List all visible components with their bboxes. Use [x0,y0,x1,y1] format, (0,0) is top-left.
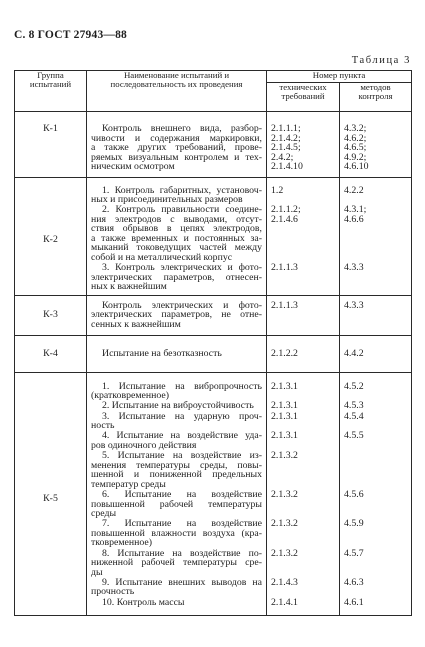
tech-requirement-clause [267,489,340,518]
tech-requirement-clause [267,295,340,336]
method-clause-value: 4.5.5 [344,430,364,442]
method-clause-value: 4.6.10 [344,161,369,172]
method-clause-value: 4.5.4 [344,410,364,422]
test-name-cell [87,372,267,401]
test-name-line: сенных к важнейшим [91,318,181,330]
tech-requirement-clause [267,372,340,401]
method-clause-value: 4.6.5; [344,142,367,153]
test-name-cell [87,411,267,431]
test-method-clause [340,450,412,489]
tech-clause-value: 2.1.3.2 [271,450,298,462]
test-method-clause [340,519,412,548]
tech-clause-value: 2.1.4.1 [271,596,298,608]
test-name-line: прочность [91,586,135,598]
tech-clause-value: 2.1.1.3 [271,262,298,274]
test-group [15,112,412,178]
test-name-line: ниженной рабочей температуры сре- [91,557,262,569]
method-clause-value: 4.6.6 [344,213,364,225]
tech-requirement-clause [267,450,340,489]
test-name-line: (кратковременное) [91,390,169,402]
test-method-clause [340,295,412,336]
column-header-method [340,83,412,112]
tech-requirement-clause [267,336,340,373]
test-name-line: повышенной рабочей температуры [91,498,262,510]
test-group [15,372,412,616]
tech-clause-value: 2.1.3.2 [271,489,298,501]
test-name-line: шенной и пониженной предельных [91,469,262,481]
method-clause-value: 4.3.3 [344,299,364,311]
test-name-line: чивости и содержания маркировки, [91,132,262,144]
test-name-cell [87,112,267,178]
test-name-line: повышенной влажности воздуха (кра- [91,527,262,539]
header-row [15,71,412,83]
test-table [14,70,412,616]
test-name-line: а также других требований, прове- [91,142,262,153]
test-method-clause [340,597,412,616]
test-name-cell [87,401,267,411]
test-name-line: среды [91,508,117,520]
test-name-cell [87,336,267,373]
method-clause-value: 4.5.3 [344,400,364,412]
method-clause-value: 4.5.9 [344,518,364,530]
tech-requirement-clause [267,177,340,205]
method-clause-value: 4.3.2; [344,123,367,134]
group-label: К-5 [15,372,87,616]
test-name-line: ния электродов с выводами, отсут- [91,213,262,225]
test-name-line: собой и на металлический корпус [91,251,233,263]
column-header-line: испытаний [29,79,72,90]
method-clause-value: 4.4.2 [344,348,364,360]
column-header-line: контроля [358,91,393,102]
test-method-clause [340,262,412,295]
test-name-cell [87,489,267,518]
test-name-line: мыканий токоведущих частей между [91,242,262,254]
test-name-line: ных и присоединительных размеров [91,194,243,205]
test-name-line: 4. Испытание на воздействие уда- [102,430,262,442]
table-row [15,177,412,205]
test-name-line: 1. Испытание на вибропрочность [102,380,262,392]
tech-clause-value: 2.1.3.1 [271,400,298,412]
column-header-clause: Номер пункта [267,71,412,83]
test-method-clause [340,112,412,178]
test-name-line: электрических параметров, отнесен- [91,271,262,283]
method-clause-value: 4.6.2; [344,132,367,144]
test-name-line: 1. Контроль габаритных, установоч- [102,184,262,196]
tech-requirement-clause [267,112,340,178]
test-name-line: 10. Контроль массы [102,596,185,608]
test-name-cell [87,205,267,263]
test-group [15,177,412,295]
tech-requirement-clause [267,411,340,431]
test-name-cell [87,262,267,295]
test-method-clause [340,489,412,518]
test-name-cell [87,295,267,336]
test-method-clause [340,205,412,263]
tech-clause-value: 2.1.3.1 [271,430,298,442]
group-label: К-2 [15,177,87,295]
table-row [15,112,412,178]
table-row [15,372,412,401]
test-name-line: электрических параметров, не отне- [91,309,262,321]
tech-requirement-clause [267,205,340,263]
test-name-line: ряемых визуальным контролем и тех- [91,151,262,163]
test-method-clause [340,411,412,431]
column-header-line: последовательность их проведения [110,79,243,90]
tech-requirement-clause [267,548,340,577]
tech-clause-value: 2.1.2.2 [271,348,298,360]
test-method-clause [340,372,412,401]
test-name-line: 7. Испытание на воздействие [102,518,262,530]
method-clause-value: 4.3.1; [344,204,367,216]
column-header-tech [267,83,340,112]
test-name-line: ность [91,420,115,432]
method-clause-value: 4.5.7 [344,547,364,559]
method-clause-value: 4.6.1 [344,596,364,608]
test-name-line: ных к важнейшим [91,281,167,293]
group-label: К-3 [15,295,87,336]
test-name-line: Контроль внешнего вида, разбор- [102,123,262,134]
test-name-line: тковременное) [91,537,152,549]
tech-clause-value: 2.1.3.1 [271,380,298,392]
test-name-cell [87,431,267,451]
test-name-line: 5. Испытание на воздействие из- [102,450,262,462]
test-method-clause [340,431,412,451]
test-name-line: 3. Контроль электрических и фото- [102,262,262,274]
method-clause-value: 4.9.2; [344,151,367,163]
method-clause-value: 4.6.3 [344,576,364,588]
column-header-line: требований [281,91,325,102]
table-row [15,336,412,373]
tech-clause-value: 1.2 [271,184,284,196]
test-name-cell [87,450,267,489]
test-method-clause [340,177,412,205]
tech-clause-value: 2.1.3.1 [271,410,298,422]
tech-clause-value: 2.1.3.2 [271,518,298,530]
tech-requirement-clause [267,262,340,295]
method-clause-value: 4.5.6 [344,489,364,501]
table-row [15,295,412,336]
test-name-line: 2. Контроль правильности соедине- [102,204,262,216]
tech-clause-value: 2.1.1.3 [271,299,298,311]
test-name-line: 9. Испытание внешних выводов на [102,576,262,588]
table-caption: Таблица 3 [351,55,411,66]
test-name-line: Испытание на безотказность [102,348,222,360]
tech-requirement-clause [267,431,340,451]
test-name-line: 2. Испытание на виброустойчивость [102,400,254,412]
test-name-line: температур среды [91,478,166,490]
tech-requirement-clause [267,597,340,616]
column-header-name [87,71,267,112]
tech-clause-value: 2.1.4.6 [271,213,298,225]
test-name-line: Контроль электрических и фото- [102,299,262,311]
group-label: К-4 [15,336,87,373]
table-header [15,71,412,112]
test-name-line: ров одиночного действия [91,439,197,451]
method-clause-value: 4.2.2 [344,184,364,196]
test-name-cell [87,577,267,597]
test-group [15,336,412,373]
column-header-line: Наименование испытаний и [123,70,230,80]
tech-clause-value: 2.1.4.10 [271,161,303,172]
column-header-line: Группа [37,70,64,80]
tech-requirement-clause [267,401,340,411]
test-name-line: ды [91,566,103,578]
column-header-line: методов [360,82,391,92]
tech-requirement-clause [267,577,340,597]
test-name-cell [87,548,267,577]
test-group [15,295,412,336]
test-name-line: ническим осмотром [91,161,175,172]
page-header: С. 8 ГОСТ 27943—88 [14,29,127,41]
test-method-clause [340,577,412,597]
test-name-cell [87,597,267,616]
column-header-line: технических [279,82,327,92]
tech-clause-value: 2.1.1.1; [271,123,301,134]
group-label: К-1 [15,112,87,178]
column-header-group [15,71,87,112]
method-clause-value: 4.5.2 [344,380,364,392]
tech-clause-value: 2.4.2; [271,151,294,163]
test-name-line: 6. Испытание на воздействие [102,489,262,501]
method-clause-value: 4.3.3 [344,262,364,274]
tech-clause-value: 2.1.1.2; [271,204,301,216]
tech-clause-value: 2.1.4.2; [271,132,301,144]
test-name-line: ствия обрывов в цепях электродов, [91,223,262,235]
test-name-line: а также временных и постоянных за- [91,232,262,244]
test-name-cell [87,177,267,205]
tech-requirement-clause [267,519,340,548]
tech-clause-value: 2.1.3.2 [271,547,298,559]
test-method-clause [340,336,412,373]
tech-clause-value: 2.1.4.3 [271,576,298,588]
test-name-line: 3. Испытание на ударную проч- [102,410,262,422]
test-name-line: менения температуры среды, повы- [91,459,262,471]
test-name-line: 8. Испытание на воздействие по- [102,547,262,559]
test-method-clause [340,548,412,577]
test-name-cell [87,519,267,548]
test-method-clause [340,401,412,411]
tech-clause-value: 2.1.4.5; [271,142,301,153]
